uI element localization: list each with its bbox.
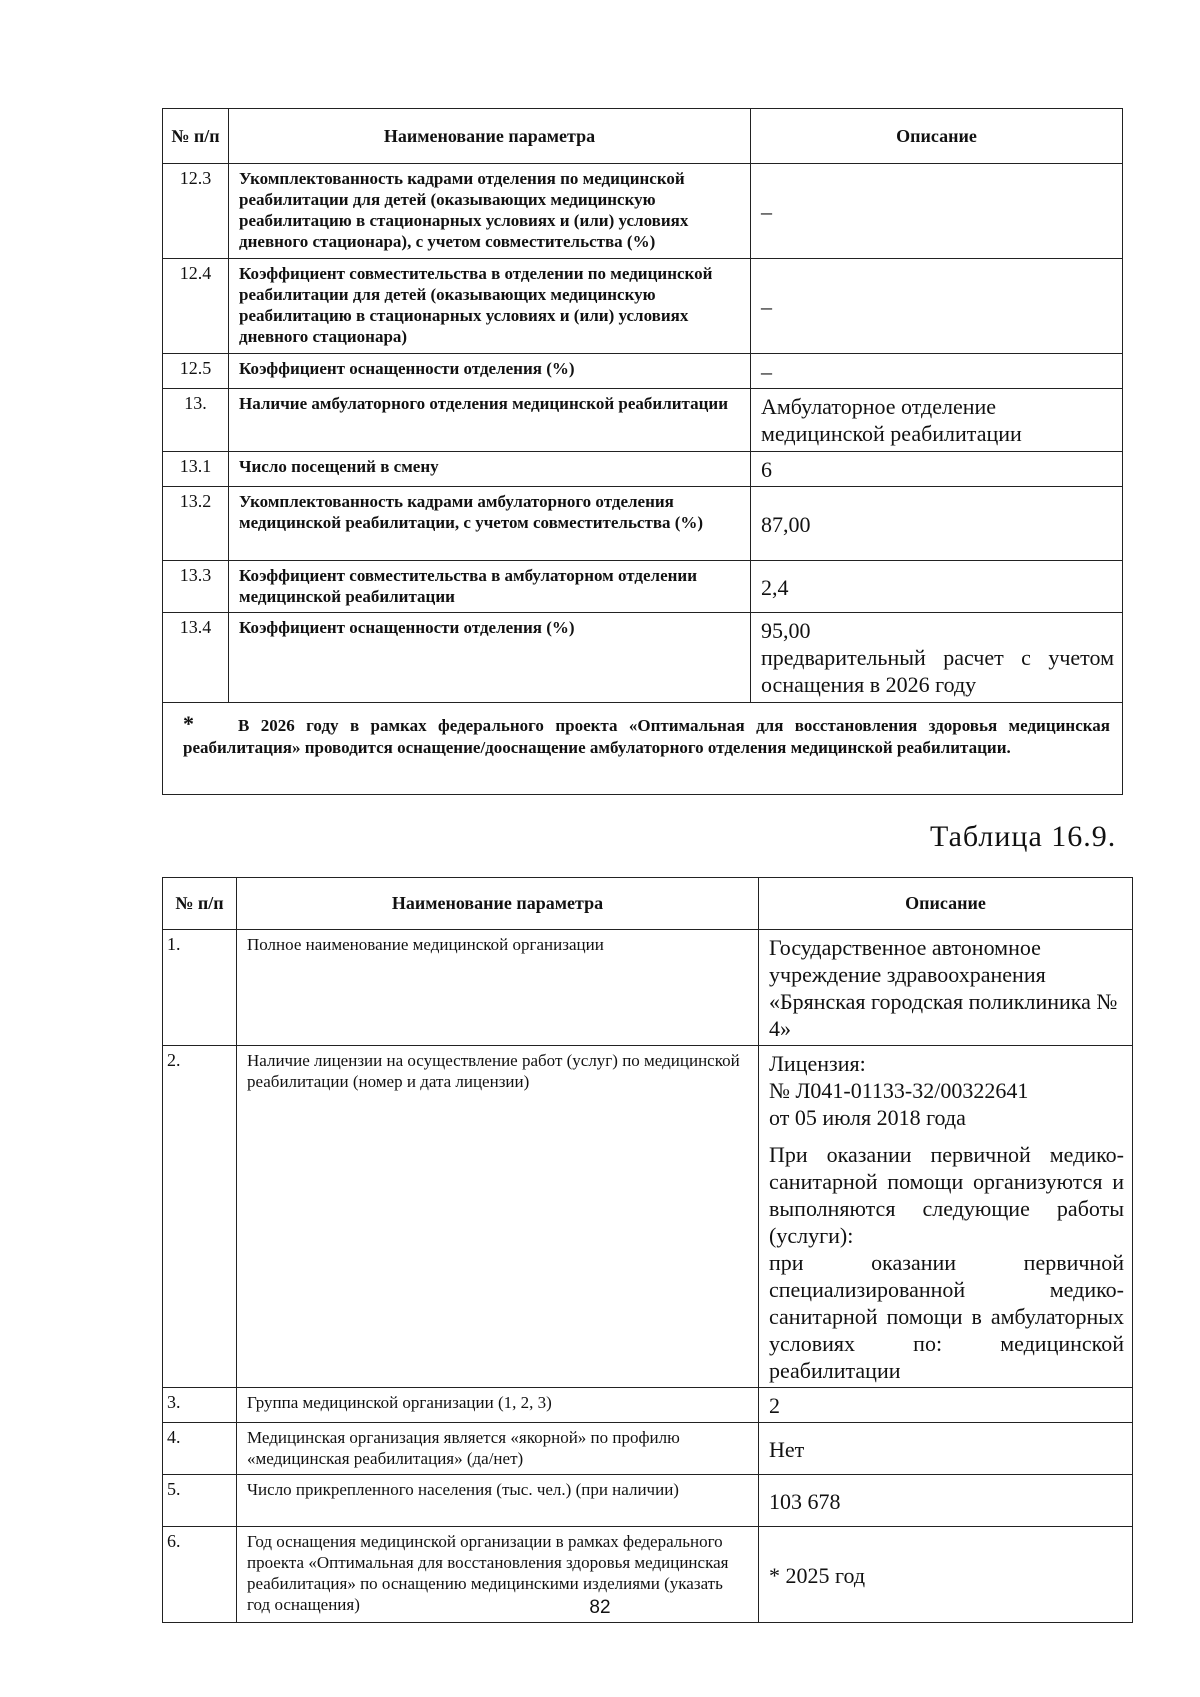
table-row — [163, 1046, 1133, 1388]
footnote-row — [163, 703, 1123, 795]
row-parameter: Наличие лицензии на осуществление работ (услуг) по медицинской реабилитации (номер и дата лицензии) — [237, 1046, 759, 1388]
license-date: от 05 июля 2018 года — [769, 1105, 966, 1130]
table-row — [163, 930, 1133, 1046]
table-row — [163, 1423, 1133, 1475]
row-parameter: Коэффициент оснащенности отделения (%) — [229, 354, 751, 389]
row-number: 13.2 — [163, 487, 229, 561]
column-header-parameter: Наименование параметра — [229, 109, 751, 164]
row-description: 103 678 — [759, 1475, 1133, 1527]
row-number: 6. — [163, 1527, 237, 1623]
column-header-number: № п/п — [163, 878, 237, 930]
row-number: 2. — [163, 1046, 237, 1388]
row-description: Государственное автономное учреждение здравоохранения «Брянская городская поликлиника № 4» — [759, 930, 1133, 1046]
row-description: * 2025 год — [759, 1527, 1133, 1623]
column-header-description: Описание — [759, 878, 1133, 930]
row-parameter: Наличие амбулаторного отделения медицинской реабилитации — [229, 389, 751, 452]
row-description: – — [751, 354, 1123, 389]
table-row — [163, 452, 1123, 487]
row-number: 13.1 — [163, 452, 229, 487]
footnote-mark: * — [183, 711, 194, 736]
row-description — [759, 1046, 1133, 1388]
row-parameter: Медицинская организация является «якорной» по профилю «медицинская реабилитация» (да/нет) — [237, 1423, 759, 1475]
row-description: 2,4 — [751, 561, 1123, 613]
row-description: 6 — [751, 452, 1123, 487]
table-row — [163, 1475, 1133, 1527]
table-row — [163, 389, 1123, 452]
row-parameter: Коэффициент совместительства в амбулаторном отделении медицинской реабилитации — [229, 561, 751, 613]
row-number: 13.3 — [163, 561, 229, 613]
table-row — [163, 259, 1123, 354]
row-number: 12.3 — [163, 164, 229, 259]
row-parameter: Группа медицинской организации (1, 2, 3) — [237, 1388, 759, 1423]
table-row — [163, 613, 1123, 703]
row-number: 12.5 — [163, 354, 229, 389]
row-description: Амбулаторное отделение медицинской реабилитации — [751, 389, 1123, 452]
table-organization-info — [162, 877, 1133, 1623]
table-row — [163, 487, 1123, 561]
row-number: 13.4 — [163, 613, 229, 703]
row-description: – — [751, 164, 1123, 259]
row-parameter: Год оснащения медицинской организации в рамках федерального проекта «Оптимальная для восстановления здоровья медицинская реабилитация» по оснащению медицинскими изделиями (указать год оснащения) — [237, 1527, 759, 1623]
equipment-note: предварительный расчет с учетом оснащения в 2026 году — [761, 645, 1114, 697]
footnote-text: В 2026 году в рамках федерального проекта «Оптимальная для восстановления здоровья медицинская реабилитация» проводится оснащение/дооснащение амбулаторного отделения медицинской реабилитации. — [183, 716, 1110, 757]
row-parameter: Коэффициент совместительства в отделении по медицинской реабилитации для детей (оказывающих медицинскую реабилитацию в стационарных условиях и (или) условиях дневного стационара) — [229, 259, 751, 354]
page-number: 82 — [589, 1597, 611, 1618]
column-header-number: № п/п — [163, 109, 229, 164]
footnote — [163, 703, 1123, 795]
row-parameter: Полное наименование медицинской организации — [237, 930, 759, 1046]
row-parameter: Число прикрепленного населения (тыс. чел.) (при наличии) — [237, 1475, 759, 1527]
row-description: Нет — [759, 1423, 1133, 1475]
row-description — [751, 613, 1123, 703]
table-header-row — [163, 109, 1123, 164]
table-row — [163, 561, 1123, 613]
row-number: 13. — [163, 389, 229, 452]
table-caption: Таблица 16.9. — [930, 820, 1117, 853]
license-title: Лицензия: — [769, 1051, 866, 1076]
table-header-row — [163, 878, 1133, 930]
row-number: 4. — [163, 1423, 237, 1475]
column-header-parameter: Наименование параметра — [237, 878, 759, 930]
column-header-description: Описание — [751, 109, 1123, 164]
table-row — [163, 354, 1123, 389]
equipment-value: 95,00 — [761, 618, 811, 643]
license-number: № Л041-01133-32/00322641 — [769, 1078, 1029, 1103]
row-parameter: Укомплектованность кадрами отделения по медицинской реабилитации для детей (оказывающих медицинскую реабилитацию в стационарных условиях и (или) условиях дневного стационара), с учетом совместительства (%) — [229, 164, 751, 259]
row-parameter: Коэффициент оснащенности отделения (%) — [229, 613, 751, 703]
table-row — [163, 164, 1123, 259]
license-services-detail: при оказании первичной специализированной медико-санитарной помощи в амбулаторных условиях по: медицинской реабилитации — [769, 1250, 1124, 1383]
row-description: 87,00 — [751, 487, 1123, 561]
row-number: 5. — [163, 1475, 237, 1527]
row-parameter: Укомплектованность кадрами амбулаторного отделения медицинской реабилитации, с учетом совместительства (%) — [229, 487, 751, 561]
row-number: 3. — [163, 1388, 237, 1423]
table-row — [163, 1388, 1133, 1423]
row-number: 1. — [163, 930, 237, 1046]
row-parameter: Число посещений в смену — [229, 452, 751, 487]
row-number: 12.4 — [163, 259, 229, 354]
table-rehab-parameters-continued — [162, 108, 1123, 795]
license-services-text: При оказании первичной медико-санитарной помощи организуются и выполняются следующие работы (услуги): — [769, 1142, 1124, 1248]
row-description: – — [751, 259, 1123, 354]
row-description: 2 — [759, 1388, 1133, 1423]
